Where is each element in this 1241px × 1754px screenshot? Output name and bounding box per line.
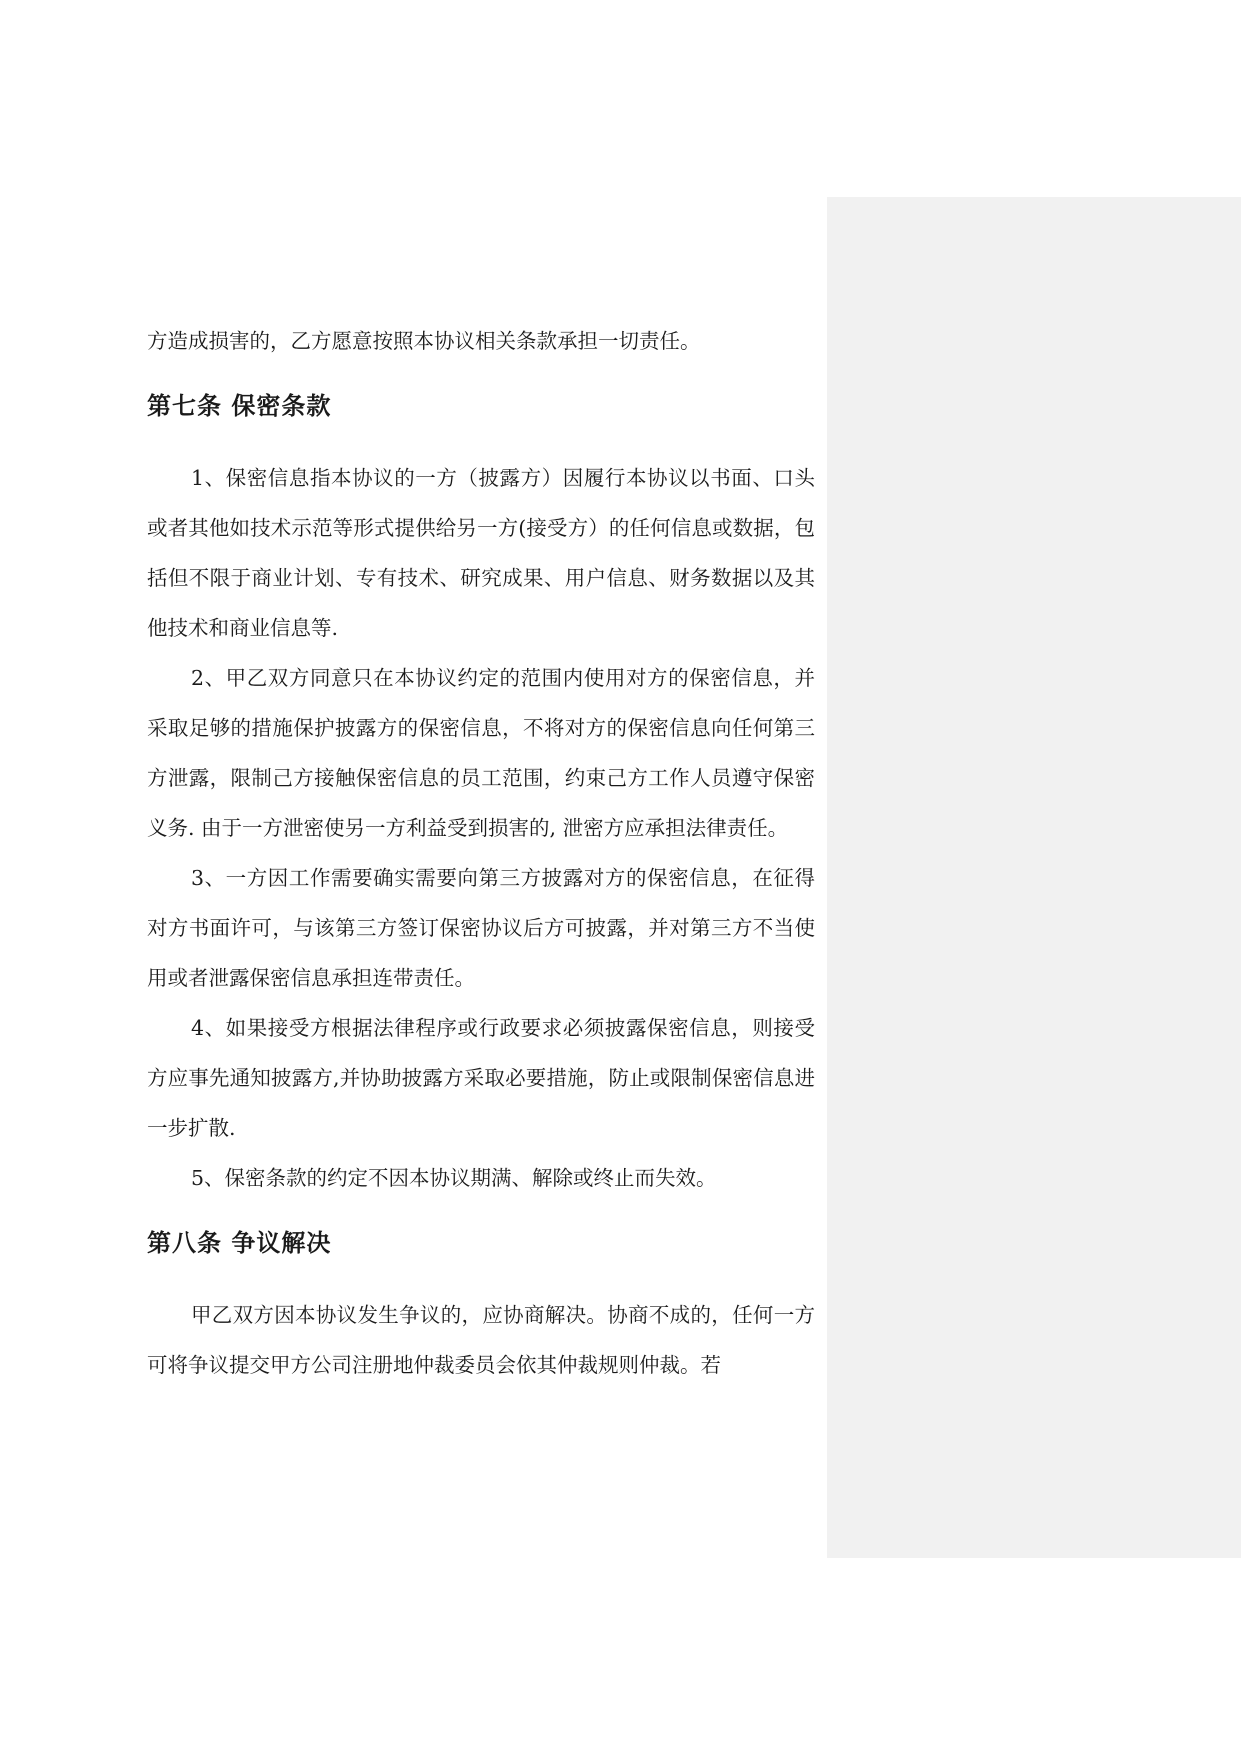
article-7-clause-3: 3、一方因工作需要确实需要向第三方披露对方的保密信息，在征得对方书面许可，与该第三方签订保密协议后方可披露，并对第三方不当使用或者泄露保密信息承担连带责任。 [147, 866, 815, 990]
article-7-clause-1: 1、保密信息指本协议的一方（披露方）因履行本协议以书面、口头或者其他如技术示范等形式提供给另一方(接受方）的任何信息或数据，包括但不限于商业计划、专有技术、研究成果、用户信息、财务数据以及其他技术和商业信息等. [147, 466, 815, 640]
comment-pane [827, 197, 1241, 1558]
carryover-paragraph: 方造成损害的，乙方愿意按照本协议相关条款承担一切责任。 [147, 329, 701, 353]
article-7-clause-5: 5、保密条款的约定不因本协议期满、解除或终止而失效。 [191, 1166, 717, 1190]
article-7-heading: 第七条 保密条款 [147, 392, 332, 420]
document-body [147, 316, 815, 1390]
article-7-clause-4: 4、如果接受方根据法律程序或行政要求必须披露保密信息，则接受方应事先通知披露方,并协助披露方采取必要措施，防止或限制保密信息进一步扩散. [147, 1016, 815, 1140]
article-7-clause-2: 2、甲乙双方同意只在本协议约定的范围内使用对方的保密信息，并采取足够的措施保护披露方的保密信息，不将对方的保密信息向任何第三方泄露，限制己方接触保密信息的员工范围，约束己方工作人员遵守保密义务. 由于一方泄密使另一方利益受到损害的, 泄密方应承担法律责任。 [147, 666, 815, 840]
article-8-clause-1: 甲乙双方因本协议发生争议的，应协商解决。协商不成的，任何一方可将争议提交甲方公司注册地仲裁委员会依其仲裁规则仲裁。若 [147, 1303, 815, 1377]
article-8-heading: 第八条 争议解决 [147, 1229, 332, 1257]
